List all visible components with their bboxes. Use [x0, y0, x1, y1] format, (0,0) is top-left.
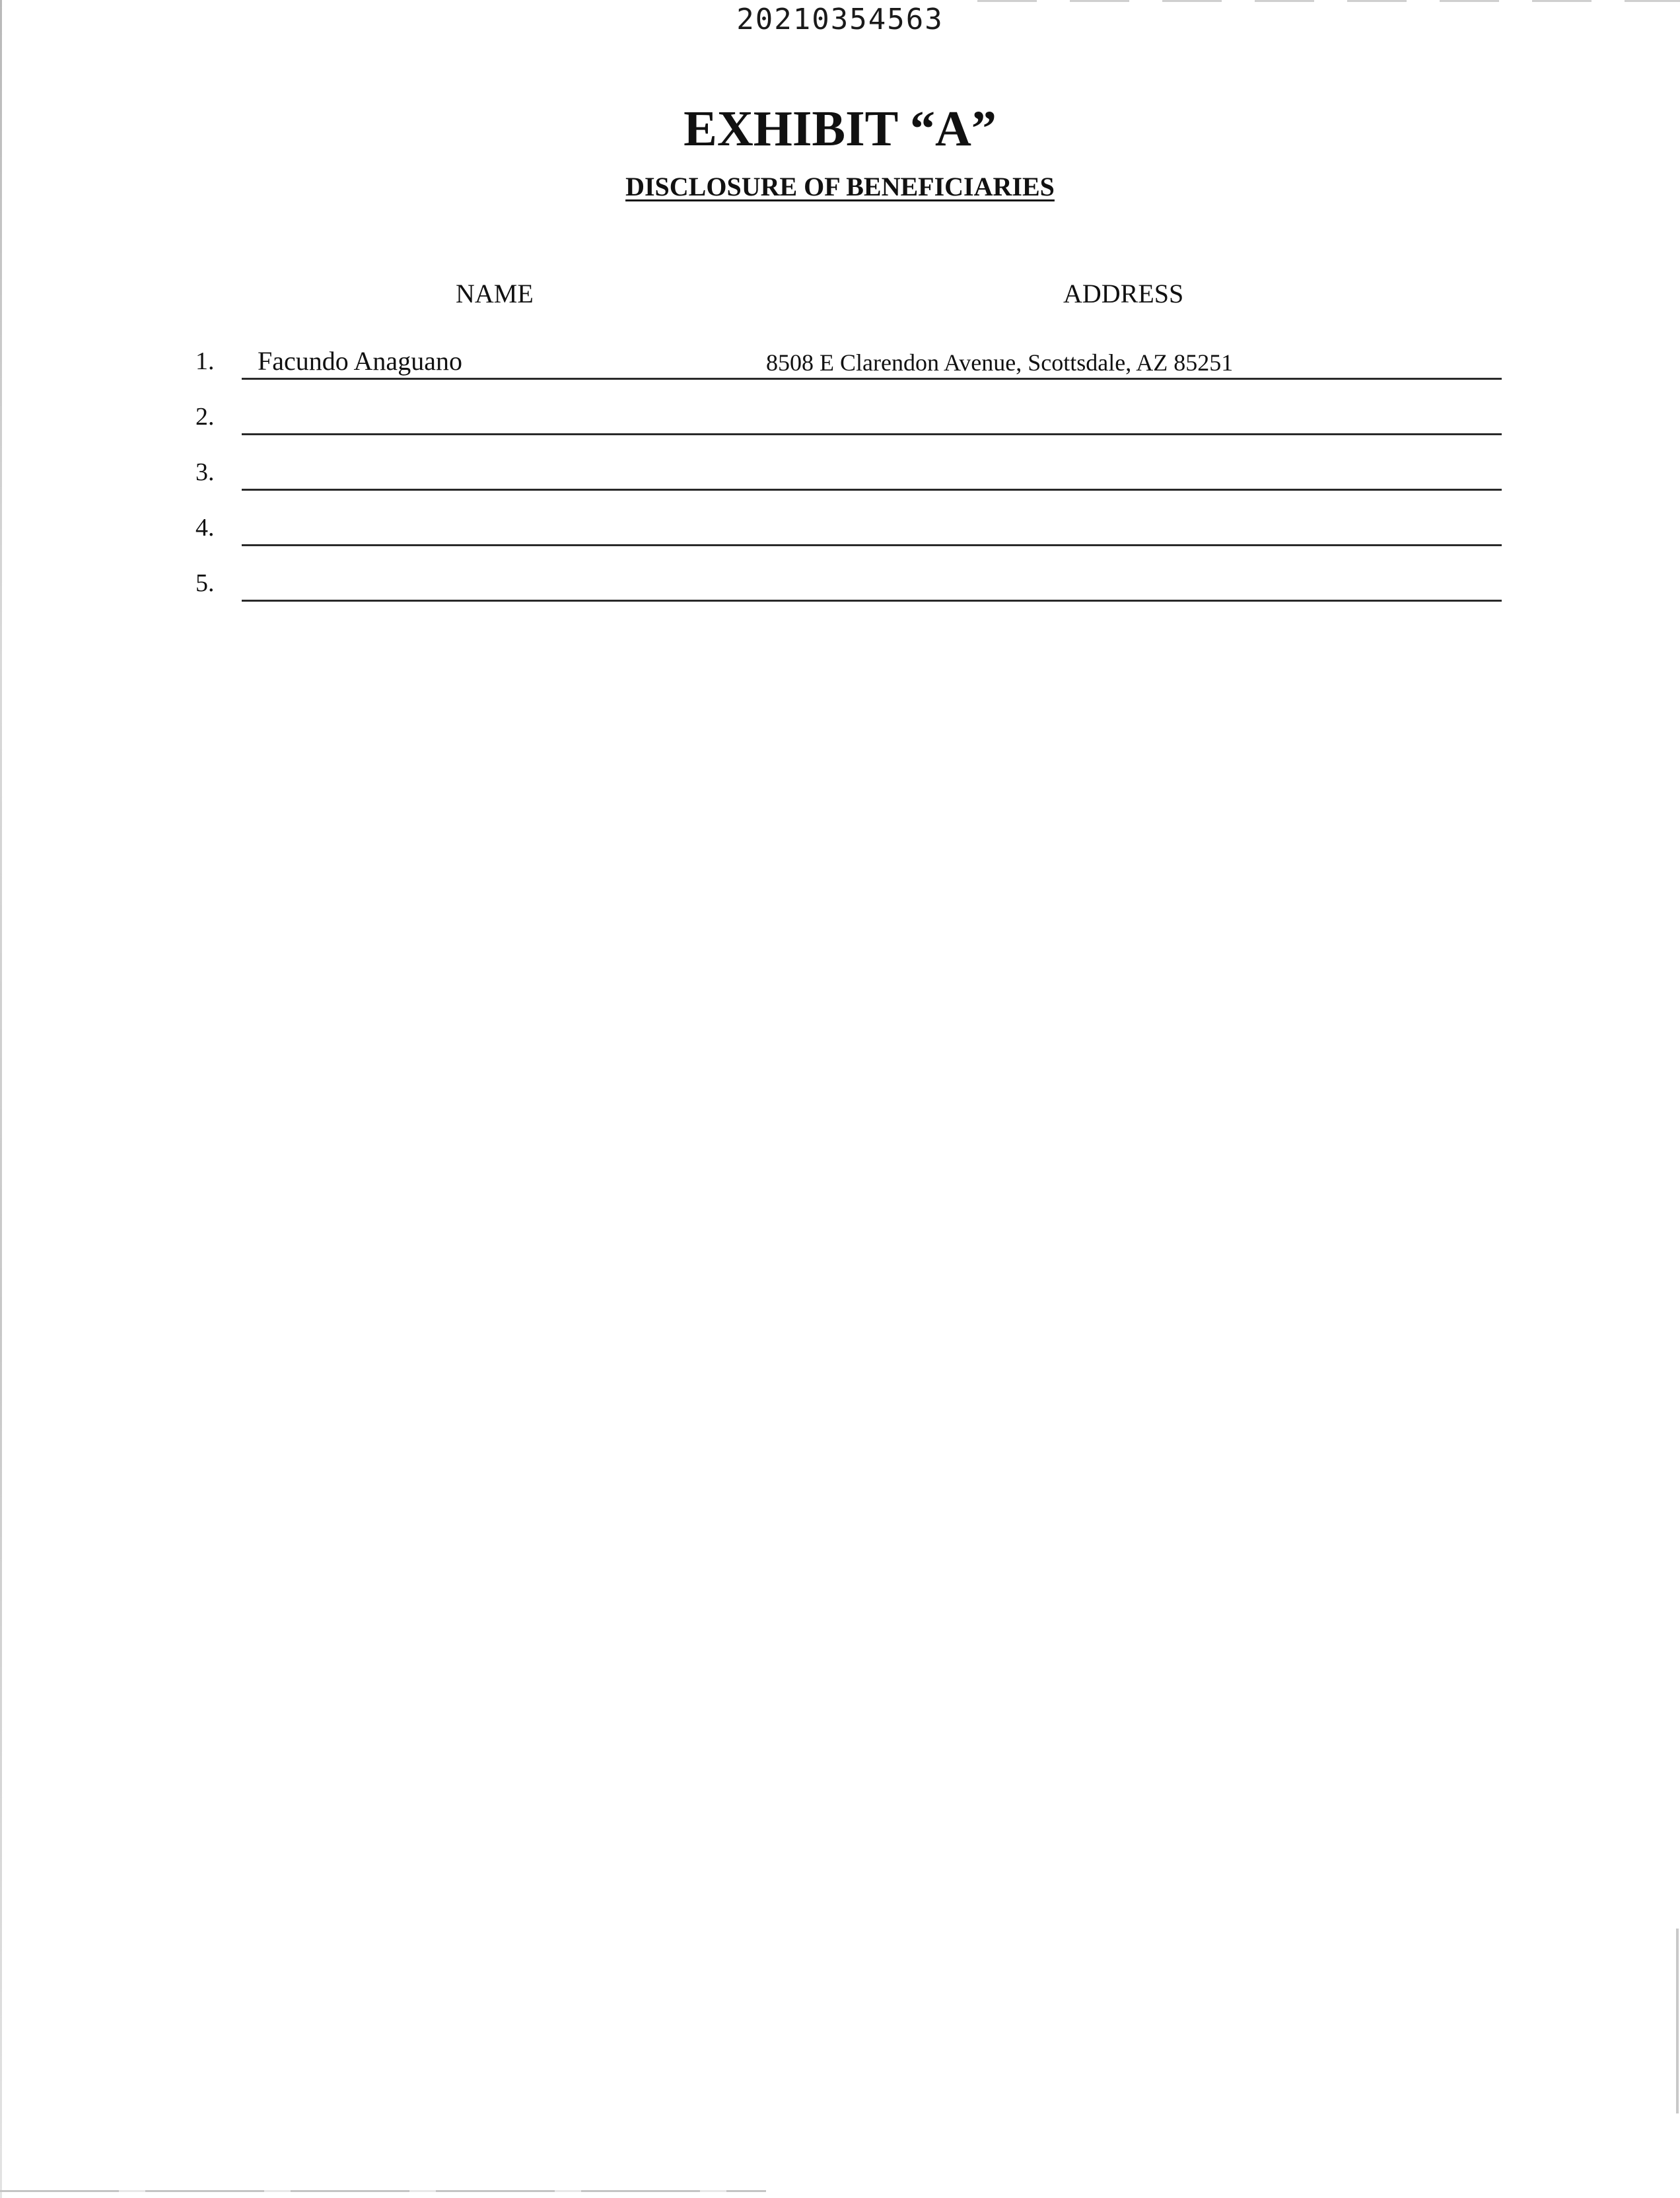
beneficiary-address: 8508 E Clarendon Avenue, Scottsdale, AZ 85251: [766, 349, 1234, 376]
name-column-header: NAME: [456, 279, 534, 308]
exhibit-subtitle: DISCLOSURE OF BENEFICIARIES: [625, 172, 1055, 201]
entry-line: [242, 600, 1502, 602]
scan-edge-top: [977, 0, 1680, 2]
row-number: 1.: [195, 347, 215, 375]
exhibit-title: EXHIBIT “A”: [683, 101, 997, 157]
beneficiary-row: [0, 511, 1680, 551]
row-number: 2.: [195, 403, 215, 431]
scan-edge-right: [1676, 1929, 1679, 2113]
beneficiary-row: [0, 400, 1680, 440]
beneficiary-row: [0, 456, 1680, 495]
entry-line: [242, 544, 1502, 546]
document-number: 20210354563: [736, 3, 944, 36]
entry-line: [242, 378, 1502, 380]
scan-edge-bottom: [0, 2190, 766, 2192]
entry-line: [242, 489, 1502, 491]
scan-edge-left: [0, 0, 2, 2198]
row-number: 3.: [195, 458, 215, 486]
beneficiary-row: [0, 345, 1680, 384]
row-number: 5.: [195, 569, 215, 597]
beneficiary-name: Facundo Anaguano: [258, 346, 462, 376]
beneficiary-row: [0, 567, 1680, 606]
row-number: 4.: [195, 514, 215, 542]
entry-line: [242, 433, 1502, 435]
address-column-header: ADDRESS: [1063, 279, 1184, 308]
